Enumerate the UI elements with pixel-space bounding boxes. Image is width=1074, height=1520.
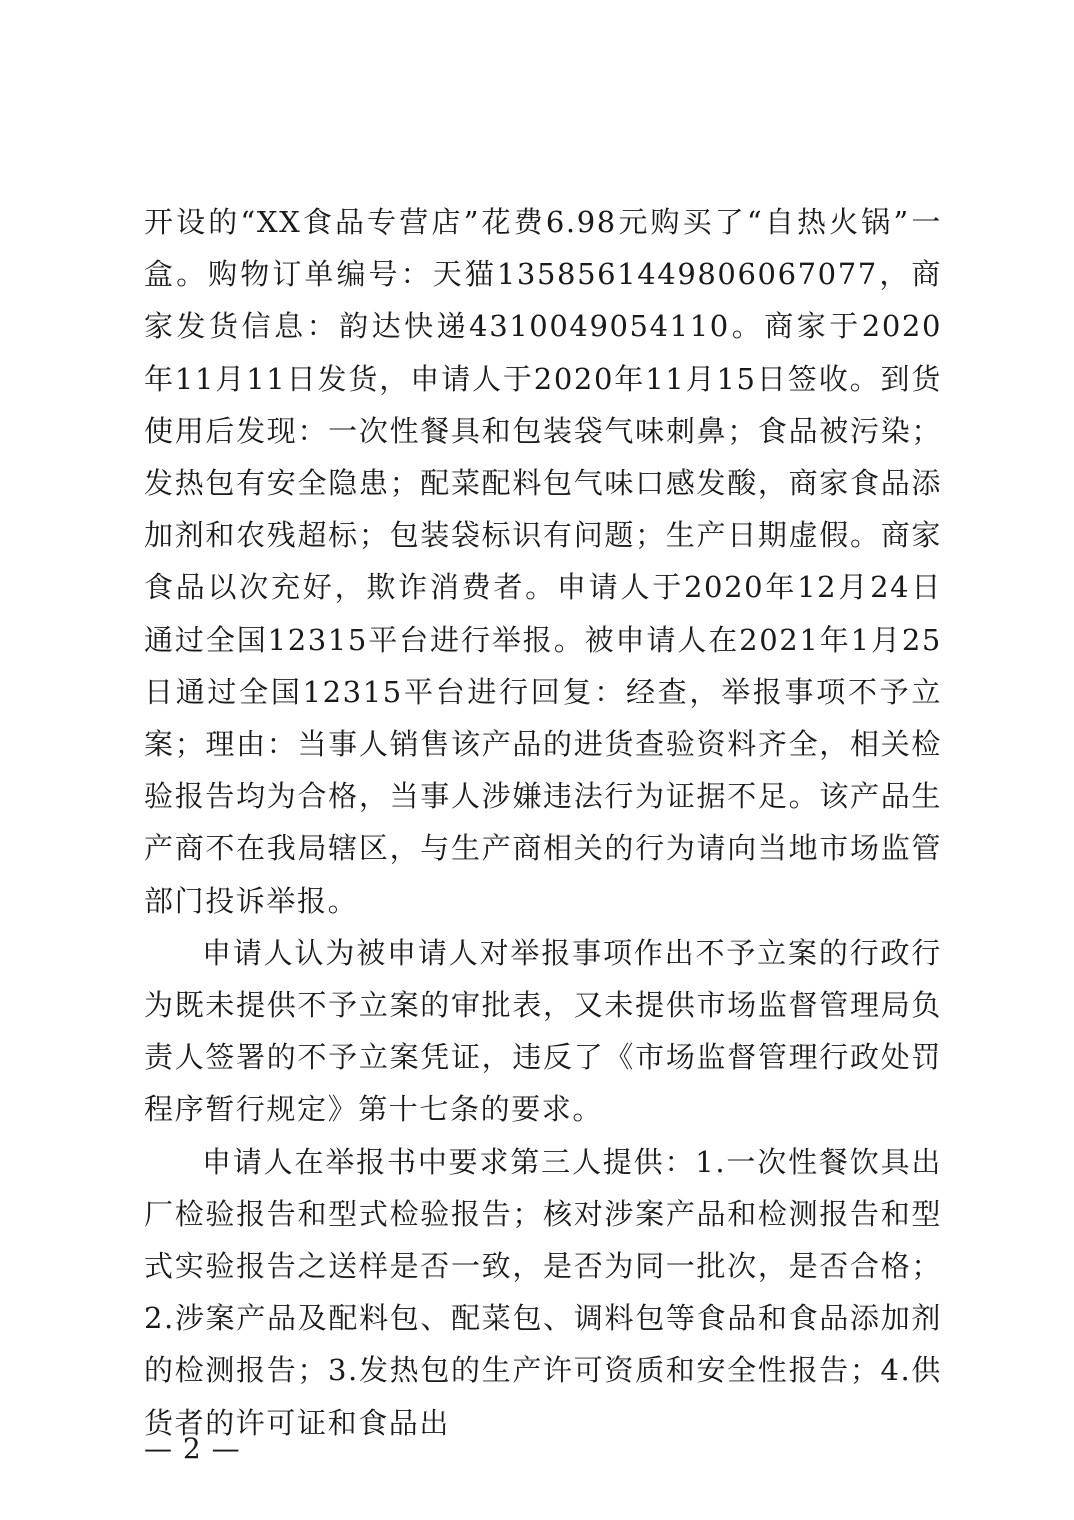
document-body [144,196,942,1449]
paragraph-applicant-claim: 申请人认为被申请人对举报事项作出不予立案的行政行为既未提供不予立案的审批表，又未提供市场监督管理局负责人签署的不予立案凭证，违反了《市场监督管理行政处罚程序暂行规定》第十七条的要求。 [144,935,942,1127]
page-number: — 2 — [144,1432,241,1465]
paragraph-requested-materials: 申请人在举报书中要求第三人提供：1.一次性餐饮具出厂检验报告和型式检验报告；核对涉案产品和检测报告和型式实验报告之送样是否一致，是否为同一批次，是否合格；2.涉案产品及配料包、配菜包、调料包等食品和食品添加剂的检测报告；3.发热包的生产许可资质和安全性报告；4.供货者的许可证和食品出 [144,1144,942,1440]
paragraph-purchase-and-complaint: 开设的“XX食品专营店”花费6.98元购买了“自热火锅”一盒。购物订单编号：天猫1358561449806067077，商家发货信息：韵达快递4310049054110。商家于2020年11月11日发货，申请人于2020年11月15日签收。到货使用后发现：一次性餐具和包装袋气味刺鼻；食品被污染；发热包有安全隐患；配菜配料包气味口感发酸，商家食品添加剂和农残超标；包装袋标识有问题；生产日期虚假。商家食品以次充好，欺诈消费者。申请人于2020年12月24日通过全国12315平台进行举报。被申请人在2021年1月25日通过全国12315平台进行回复：经查，举报事项不予立案；理由：当事人销售该产品的进货查验资料齐全，相关检验报告均为合格，当事人涉嫌违法行为证据不足。该产品生产商不在我局辖区，与生产商相关的行为请向当地市场监管部门投诉举报。 [144,205,942,918]
